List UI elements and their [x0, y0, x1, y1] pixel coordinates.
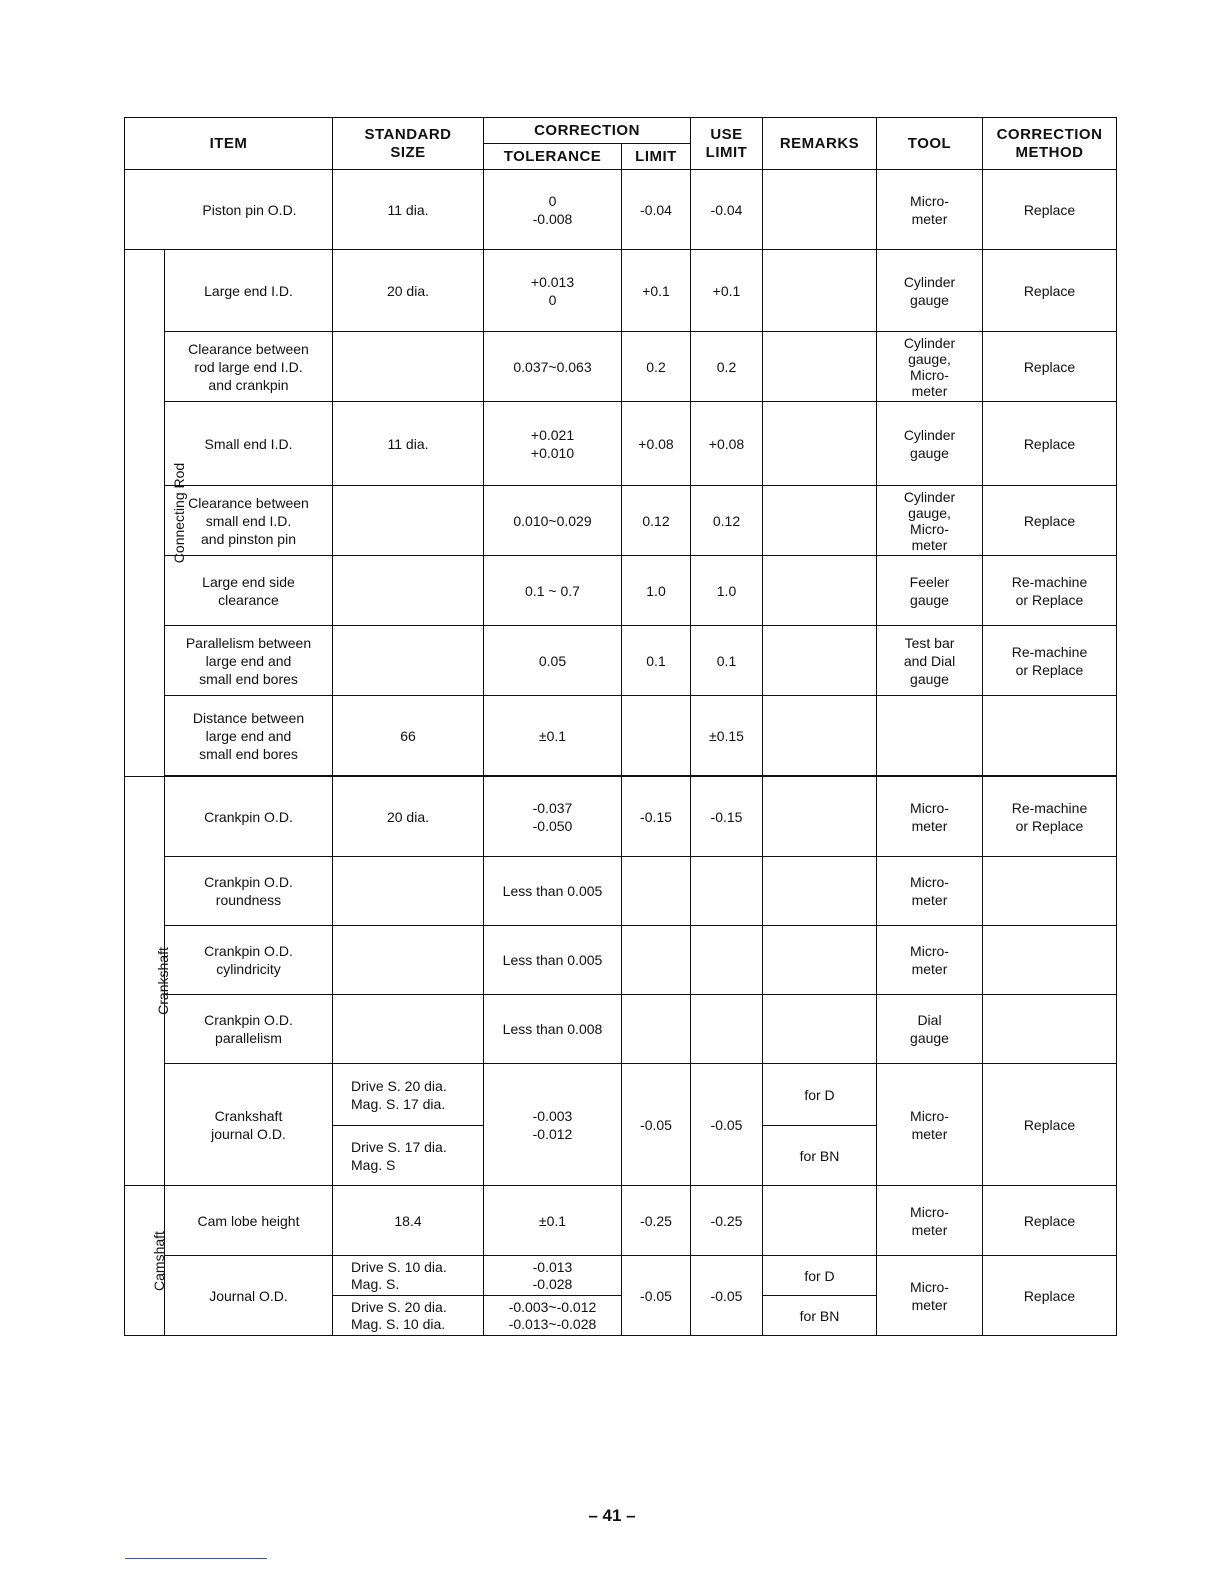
- item-crankpin-parallelism: Crankpin O.D. parallelism: [165, 995, 333, 1064]
- table-row: [125, 332, 1117, 402]
- header-tool: TOOL: [877, 118, 983, 170]
- use-limit: [691, 857, 763, 926]
- spec-table-container: [124, 117, 1116, 1336]
- limit: +0.08: [622, 402, 691, 486]
- use-limit: ±0.15: [691, 696, 763, 776]
- table-row: [125, 926, 1117, 995]
- tolerance: 0.1 ~ 0.7: [484, 556, 622, 626]
- tool: Dial gauge: [877, 995, 983, 1064]
- std-size: Drive S. 17 dia. Mag. S: [333, 1126, 484, 1186]
- page-number: – 41 –: [588, 1506, 636, 1525]
- method: Re-machine or Replace: [983, 556, 1117, 626]
- footer-rule: [125, 1558, 267, 1559]
- item-crankshaft-journal: Crankshaft journal O.D.: [165, 1064, 333, 1186]
- remarks: [763, 402, 877, 486]
- tool: Micro- meter: [877, 170, 983, 250]
- use-limit: -0.04: [691, 170, 763, 250]
- remarks: [763, 170, 877, 250]
- remarks: [763, 857, 877, 926]
- tool: Micro- meter: [877, 1186, 983, 1256]
- std-size: 11 dia.: [333, 170, 484, 250]
- limit: [622, 857, 691, 926]
- remarks: [763, 626, 877, 696]
- use-limit: [691, 995, 763, 1064]
- method: Re-machine or Replace: [983, 626, 1117, 696]
- limit: -0.05: [622, 1064, 691, 1186]
- tool: [877, 696, 983, 776]
- table-row: [125, 857, 1117, 926]
- item-crankpin-od: Crankpin O.D.: [165, 777, 333, 857]
- tolerance: Less than 0.005: [484, 857, 622, 926]
- method: Replace: [983, 170, 1117, 250]
- table-row: [125, 696, 1117, 776]
- table-row: [125, 626, 1117, 696]
- limit: 1.0: [622, 556, 691, 626]
- method: [983, 696, 1117, 776]
- item-side-clearance: Large end side clearance: [165, 556, 333, 626]
- remarks: [763, 1186, 877, 1256]
- std-size: 20 dia.: [333, 250, 484, 332]
- std-size: [333, 556, 484, 626]
- method: Replace: [983, 486, 1117, 556]
- group-crankshaft: [125, 777, 171, 1186]
- remarks: [763, 332, 877, 402]
- table-row: [125, 1256, 1117, 1296]
- table-row: [125, 250, 1117, 332]
- tool: Micro- meter: [877, 857, 983, 926]
- item-clearance-small: Clearance between small end I.D. and pinston pin: [165, 486, 333, 556]
- group-label: Connecting Rod: [171, 462, 188, 564]
- header-item: ITEM: [125, 118, 333, 170]
- table-row: [125, 995, 1117, 1064]
- limit: [622, 926, 691, 995]
- std-size: [333, 995, 484, 1064]
- limit: 0.12: [622, 486, 691, 556]
- tolerance: -0.003~-0.012 -0.013~-0.028: [484, 1296, 622, 1336]
- header-tolerance: TOLERANCE: [484, 144, 622, 170]
- table-row: [125, 777, 1117, 857]
- remarks: [763, 696, 877, 776]
- limit: [622, 995, 691, 1064]
- tool: Cylinder gauge: [877, 402, 983, 486]
- tolerance: 0 -0.008: [484, 170, 622, 250]
- method: Replace: [983, 250, 1117, 332]
- method: [983, 995, 1117, 1064]
- use-limit: +0.1: [691, 250, 763, 332]
- table-row: [125, 1064, 1117, 1126]
- tool: Micro- meter: [877, 777, 983, 857]
- tolerance: 0.037~0.063: [484, 332, 622, 402]
- method: [983, 926, 1117, 995]
- remarks: for D: [763, 1064, 877, 1126]
- use-limit: -0.05: [691, 1064, 763, 1186]
- use-limit: [691, 926, 763, 995]
- use-limit: 0.12: [691, 486, 763, 556]
- header-use-limit: USE LIMIT: [691, 118, 763, 170]
- method: Replace: [983, 1256, 1117, 1336]
- std-size: 11 dia.: [333, 402, 484, 486]
- table-row: [125, 402, 1117, 486]
- tool: Micro- meter: [877, 1256, 983, 1336]
- tolerance: +0.021 +0.010: [484, 402, 622, 486]
- remarks: [763, 995, 877, 1064]
- item-large-end: Large end I.D.: [165, 250, 333, 332]
- std-size: Drive S. 10 dia. Mag. S.: [333, 1256, 484, 1296]
- tolerance: +0.013 0: [484, 250, 622, 332]
- limit: -0.15: [622, 777, 691, 857]
- std-size: 18.4: [333, 1186, 484, 1256]
- use-limit: 0.2: [691, 332, 763, 402]
- tool: Cylinder gauge, Micro- meter: [877, 486, 983, 556]
- std-size: [333, 626, 484, 696]
- tool: Micro- meter: [877, 1064, 983, 1186]
- tolerance: 0.05: [484, 626, 622, 696]
- header-correction: CORRECTION: [484, 118, 691, 144]
- limit: 0.2: [622, 332, 691, 402]
- tolerance: 0.010~0.029: [484, 486, 622, 556]
- method: Replace: [983, 402, 1117, 486]
- std-size: Drive S. 20 dia. Mag. S. 17 dia.: [333, 1064, 484, 1126]
- std-size: [333, 332, 484, 402]
- tolerance: ±0.1: [484, 1186, 622, 1256]
- remarks: for BN: [763, 1296, 877, 1336]
- tolerance: Less than 0.005: [484, 926, 622, 995]
- header-remarks: REMARKS: [763, 118, 877, 170]
- item-small-end: Small end I.D.: [165, 402, 333, 486]
- use-limit: -0.25: [691, 1186, 763, 1256]
- method: Replace: [983, 1186, 1117, 1256]
- header-row-1: [125, 118, 1117, 144]
- item-clearance-large: Clearance between rod large end I.D. and crankpin: [165, 332, 333, 402]
- item-piston-pin: Piston pin O.D.: [125, 170, 333, 250]
- tolerance: -0.003 -0.012: [484, 1064, 622, 1186]
- item-roundness: Crankpin O.D. roundness: [165, 857, 333, 926]
- tolerance: -0.013 -0.028: [484, 1256, 622, 1296]
- tool: Cylinder gauge, Micro- meter: [877, 332, 983, 402]
- method: [983, 857, 1117, 926]
- group-connecting-rod: [125, 250, 188, 777]
- use-limit: +0.08: [691, 402, 763, 486]
- std-size: 66: [333, 696, 484, 776]
- table-row: [125, 1186, 1117, 1256]
- remarks: [763, 777, 877, 857]
- use-limit: -0.15: [691, 777, 763, 857]
- use-limit: 1.0: [691, 556, 763, 626]
- remarks: [763, 486, 877, 556]
- group-camshaft: [125, 1186, 165, 1336]
- tool: Micro- meter: [877, 926, 983, 995]
- tolerance: ±0.1: [484, 696, 622, 776]
- group-label: Crankshaft: [154, 947, 171, 1015]
- std-size: [333, 857, 484, 926]
- limit: +0.1: [622, 250, 691, 332]
- method: Replace: [983, 332, 1117, 402]
- limit: [622, 696, 691, 776]
- item-cam-journal: Journal O.D.: [165, 1256, 333, 1336]
- tolerance: -0.037 -0.050: [484, 777, 622, 857]
- remarks: [763, 556, 877, 626]
- remarks: for BN: [763, 1126, 877, 1186]
- limit: -0.05: [622, 1256, 691, 1336]
- std-size: 20 dia.: [333, 777, 484, 857]
- remarks: [763, 250, 877, 332]
- item-parallelism: Parallelism between large end and small end bores: [165, 626, 333, 696]
- tool: Feeler gauge: [877, 556, 983, 626]
- method: Re-machine or Replace: [983, 777, 1117, 857]
- std-size: [333, 926, 484, 995]
- limit: -0.04: [622, 170, 691, 250]
- table-row: [125, 556, 1117, 626]
- spec-table: [124, 117, 1117, 1336]
- header-limit: LIMIT: [622, 144, 691, 170]
- method: Replace: [983, 1064, 1117, 1186]
- use-limit: -0.05: [691, 1256, 763, 1336]
- item-cylindricity: Crankpin O.D. cylindricity: [165, 926, 333, 995]
- tool: Test bar and Dial gauge: [877, 626, 983, 696]
- remarks: for D: [763, 1256, 877, 1296]
- std-size: Drive S. 20 dia. Mag. S. 10 dia.: [333, 1296, 484, 1336]
- tolerance: Less than 0.008: [484, 995, 622, 1064]
- group-label: Camshaft: [150, 1230, 167, 1291]
- use-limit: 0.1: [691, 626, 763, 696]
- std-size: [333, 486, 484, 556]
- item-cam-lobe: Cam lobe height: [165, 1186, 333, 1256]
- tool: Cylinder gauge: [877, 250, 983, 332]
- limit: 0.1: [622, 626, 691, 696]
- table-row: [125, 486, 1117, 556]
- limit: -0.25: [622, 1186, 691, 1256]
- header-correction-method: CORRECTION METHOD: [983, 118, 1117, 170]
- table-row: [125, 170, 1117, 250]
- item-distance: Distance between large end and small end bores: [165, 696, 333, 776]
- header-standard-size: STANDARD SIZE: [333, 118, 484, 170]
- remarks: [763, 926, 877, 995]
